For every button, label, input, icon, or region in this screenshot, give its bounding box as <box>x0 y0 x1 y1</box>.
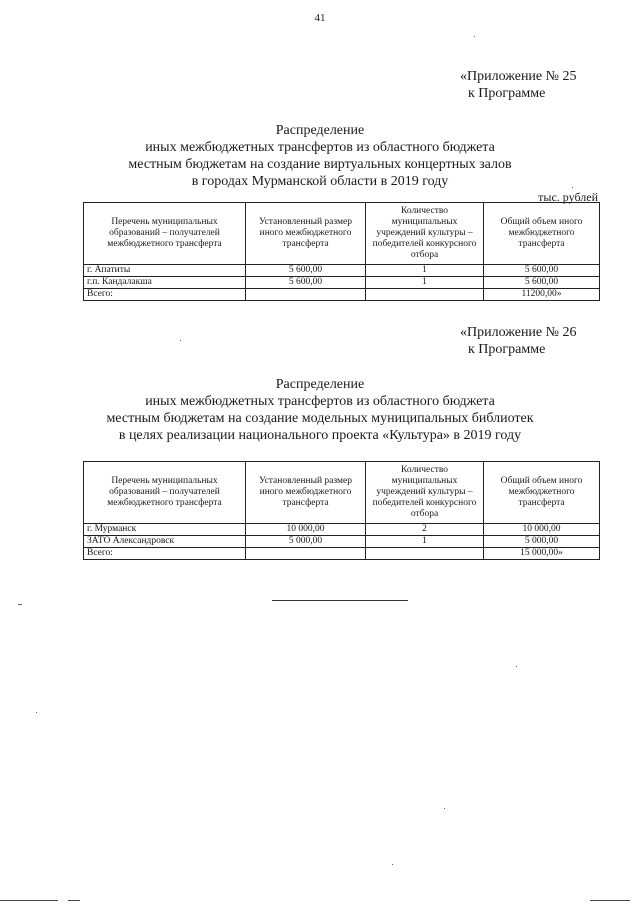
table-row <box>84 536 600 548</box>
title-line: иных межбюджетных трансфертов из областного бюджета <box>145 394 495 409</box>
header-municipalities: Перечень муниципальных образований – получателей межбюджетного трансферта <box>84 462 246 524</box>
cell-total-label: Всего: <box>84 289 246 301</box>
cell-count <box>366 548 484 560</box>
cell-municipality: г. Мурманск <box>84 524 246 536</box>
scan-speck <box>36 712 37 713</box>
page-number: 41 <box>314 12 326 24</box>
title-line: в городах Мурманской области в 2019 году <box>191 174 449 189</box>
appendix-25-program: к Программе <box>468 86 546 101</box>
header-total-amount: Общий объем иного межбюджетного трансферта <box>484 462 600 524</box>
appendix-25-heading <box>460 68 577 102</box>
cell-count: 1 <box>366 265 484 277</box>
cell-total: 10 000,00 <box>484 524 600 536</box>
units-label: тыс. рублей <box>538 190 598 204</box>
scan-speck <box>444 808 445 809</box>
table-25-title <box>80 122 560 190</box>
scan-speck <box>474 36 475 37</box>
cell-amount: 10 000,00 <box>246 524 366 536</box>
scan-speck <box>18 604 22 605</box>
cell-amount <box>246 548 366 560</box>
scan-edge-mark <box>0 900 58 901</box>
appendix-26-program: к Программе <box>468 342 546 357</box>
appendix-26-heading <box>460 324 577 358</box>
appendix-26-label: «Приложение № 26 <box>460 325 577 340</box>
cell-total: 5 600,00 <box>484 277 600 289</box>
scan-speck <box>572 187 573 188</box>
cell-count: 2 <box>366 524 484 536</box>
header-municipalities: Перечень муниципальных образований – получателей межбюджетного трансферта <box>84 203 246 265</box>
allocation-table-26 <box>83 461 600 560</box>
scan-speck <box>516 666 517 667</box>
scan-speck <box>392 864 393 865</box>
cell-grand-total: 15 000,00» <box>484 548 600 560</box>
cell-municipality: г. Апатиты <box>84 265 246 277</box>
cell-amount: 5 600,00 <box>246 265 366 277</box>
header-established-amount: Установленный размер иного межбюджетного трансферта <box>246 462 366 524</box>
cell-amount: 5 600,00 <box>246 277 366 289</box>
title-line: местным бюджетам на создание модельных муниципальных библиотек <box>106 411 534 426</box>
cell-municipality: г.п. Кандалакша <box>84 277 246 289</box>
header-established-amount: Установленный размер иного межбюджетного трансферта <box>246 203 366 265</box>
cell-amount: 5 000,00 <box>246 536 366 548</box>
header-institution-count: Количество муниципальных учреждений культуры – победителей конкурсного отбора <box>366 462 484 524</box>
title-line: Распределение <box>275 377 365 392</box>
title-line: иных межбюджетных трансфертов из областного бюджета <box>145 140 495 155</box>
title-line: местным бюджетам на создание виртуальных концертных залов <box>128 157 512 172</box>
cell-count: 1 <box>366 536 484 548</box>
table-row <box>84 277 600 289</box>
cell-total-label: Всего: <box>84 548 246 560</box>
title-line: Распределение <box>275 123 365 138</box>
table-total-row <box>84 548 600 560</box>
cell-count: 1 <box>366 277 484 289</box>
cell-municipality: ЗАТО Александровск <box>84 536 246 548</box>
table-total-row <box>84 289 600 301</box>
cell-total: 5 600,00 <box>484 265 600 277</box>
table-26-title <box>80 376 560 444</box>
allocation-table-25 <box>83 202 600 301</box>
table-header-row <box>84 203 600 265</box>
scan-edge-mark <box>68 900 80 901</box>
cell-grand-total: 11200,00» <box>484 289 600 301</box>
scan-edge-mark <box>590 900 630 901</box>
title-line: в целях реализации национального проекта «Культура» в 2019 году <box>118 428 522 443</box>
header-institution-count: Количество муниципальных учреждений культуры – победителей конкурсного отбора <box>366 203 484 265</box>
table-row <box>84 524 600 536</box>
table-row <box>84 265 600 277</box>
header-total-amount: Общий объем иного межбюджетного трансферта <box>484 203 600 265</box>
cell-amount <box>246 289 366 301</box>
appendix-25-label: «Приложение № 25 <box>460 69 577 84</box>
cell-total: 5 000,00 <box>484 536 600 548</box>
cell-count <box>366 289 484 301</box>
closing-rule <box>272 600 408 601</box>
scan-speck <box>180 340 181 341</box>
table-header-row <box>84 462 600 524</box>
